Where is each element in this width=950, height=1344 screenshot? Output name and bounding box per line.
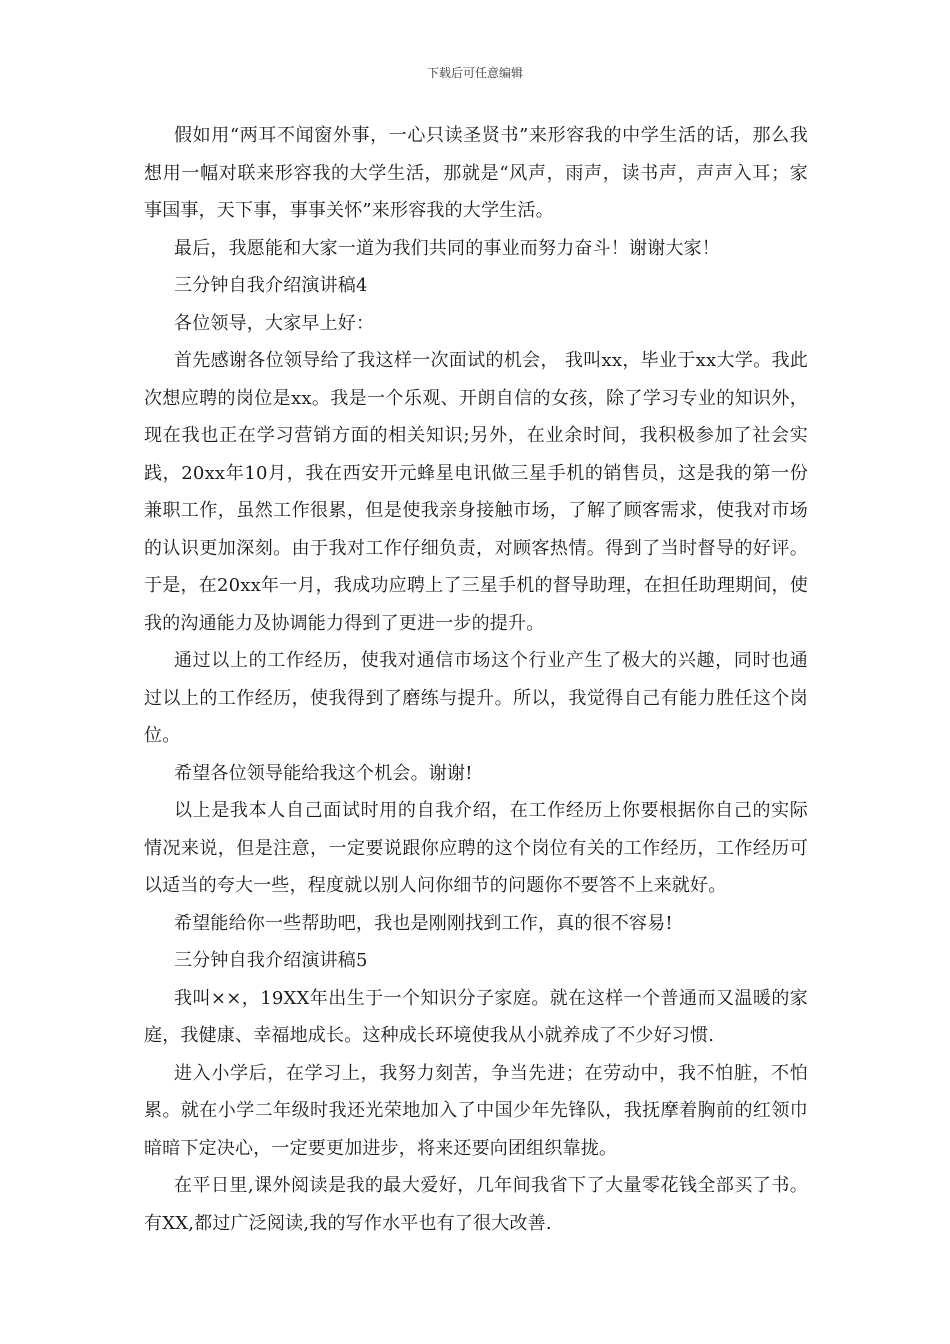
paragraph: 我叫××，19XX年出生于一个知识分子家庭。就在这样一个普通而又温暖的家庭，我健康、幸福地成长。这种成长环境使我从小就养成了不少好习惯. [144, 987, 808, 1046]
paragraph: 各位领导，大家早上好： [174, 312, 375, 334]
paragraph: 希望能给你一些帮助吧，我也是刚刚找到工作，真的很不容易! [174, 912, 673, 934]
paragraph: 希望各位领导能给我这个机会。谢谢! [174, 762, 473, 784]
paragraph: 以上是我本人自己面试时用的自我介绍，在工作经历上你要根据你自己的实际情况来说，但是注意，一定要说跟你应聘的这个岗位有关的工作经历，工作经历可以适当的夸大一些，程度就以别人问你细节的问题你不要答不上来就好。 [144, 800, 808, 896]
paragraph: 最后，我愿能和大家一道为我们共同的事业而努力奋斗！谢谢大家！ [174, 237, 720, 259]
paragraph: 假如用“两耳不闻窗外事，一心只读圣贤书”来形容我的中学生活的话，那么我想用一幅对联来形容我的大学生活，那就是“风声，雨声，读书声，声声入耳；家事国事，天下事，事事关怀”来形容我的大学生活。 [144, 125, 808, 221]
section-heading: 三分钟自我介绍演讲稿5 [174, 950, 368, 971]
document-body [144, 117, 808, 1242]
paragraph: 进入小学后，在学习上，我努力刻苦，争当先进；在劳动中，我不怕脏，不怕累。就在小学二年级时我还光荣地加入了中国少年先锋队，我抚摩着胸前的红领巾暗暗下定决心，一定要更加进步，将来还要向团组织靠拢。 [144, 1062, 808, 1159]
paragraph: 首先感谢各位领导给了我这样一次面试的机会， 我叫xx，毕业于xx大学。我此次想应聘的岗位是xx。我是一个乐观、开朗自信的女孩，除了学习专业的知识外，现在我也正在学习营销方面的相关知识;另外，在业余时间，我积极参加了社会实践，20xx年10月，我在西安开元蜂星电讯做三星手机的销售员，这是我的第一份兼职工作，虽然工作很累，但是使我亲身接触市场，了解了顾客需求，使我对市场的认识更加深刻。由于我对工作仔细负责，对顾客热情。得到了当时督导的好评。于是，在20xx年一月，我成功应聘上了三星手机的督导助理，在担任助理期间，使我的沟通能力及协调能力得到了更进一步的提升。 [144, 350, 808, 634]
paragraph: 通过以上的工作经历，使我对通信市场这个行业产生了极大的兴趣，同时也通过以上的工作经历，使我得到了磨练与提升。所以，我觉得自己有能力胜任这个岗位。 [144, 650, 808, 746]
section-heading: 三分钟自我介绍演讲稿4 [174, 275, 368, 296]
page-header-note: 下载后可任意编辑 [426, 66, 523, 80]
paragraph: 在平日里,课外阅读是我的最大爱好，几年间我省下了大量零花钱全部买了书。有XX,都过广泛阅读,我的写作水平也有了很大改善. [144, 1175, 808, 1234]
